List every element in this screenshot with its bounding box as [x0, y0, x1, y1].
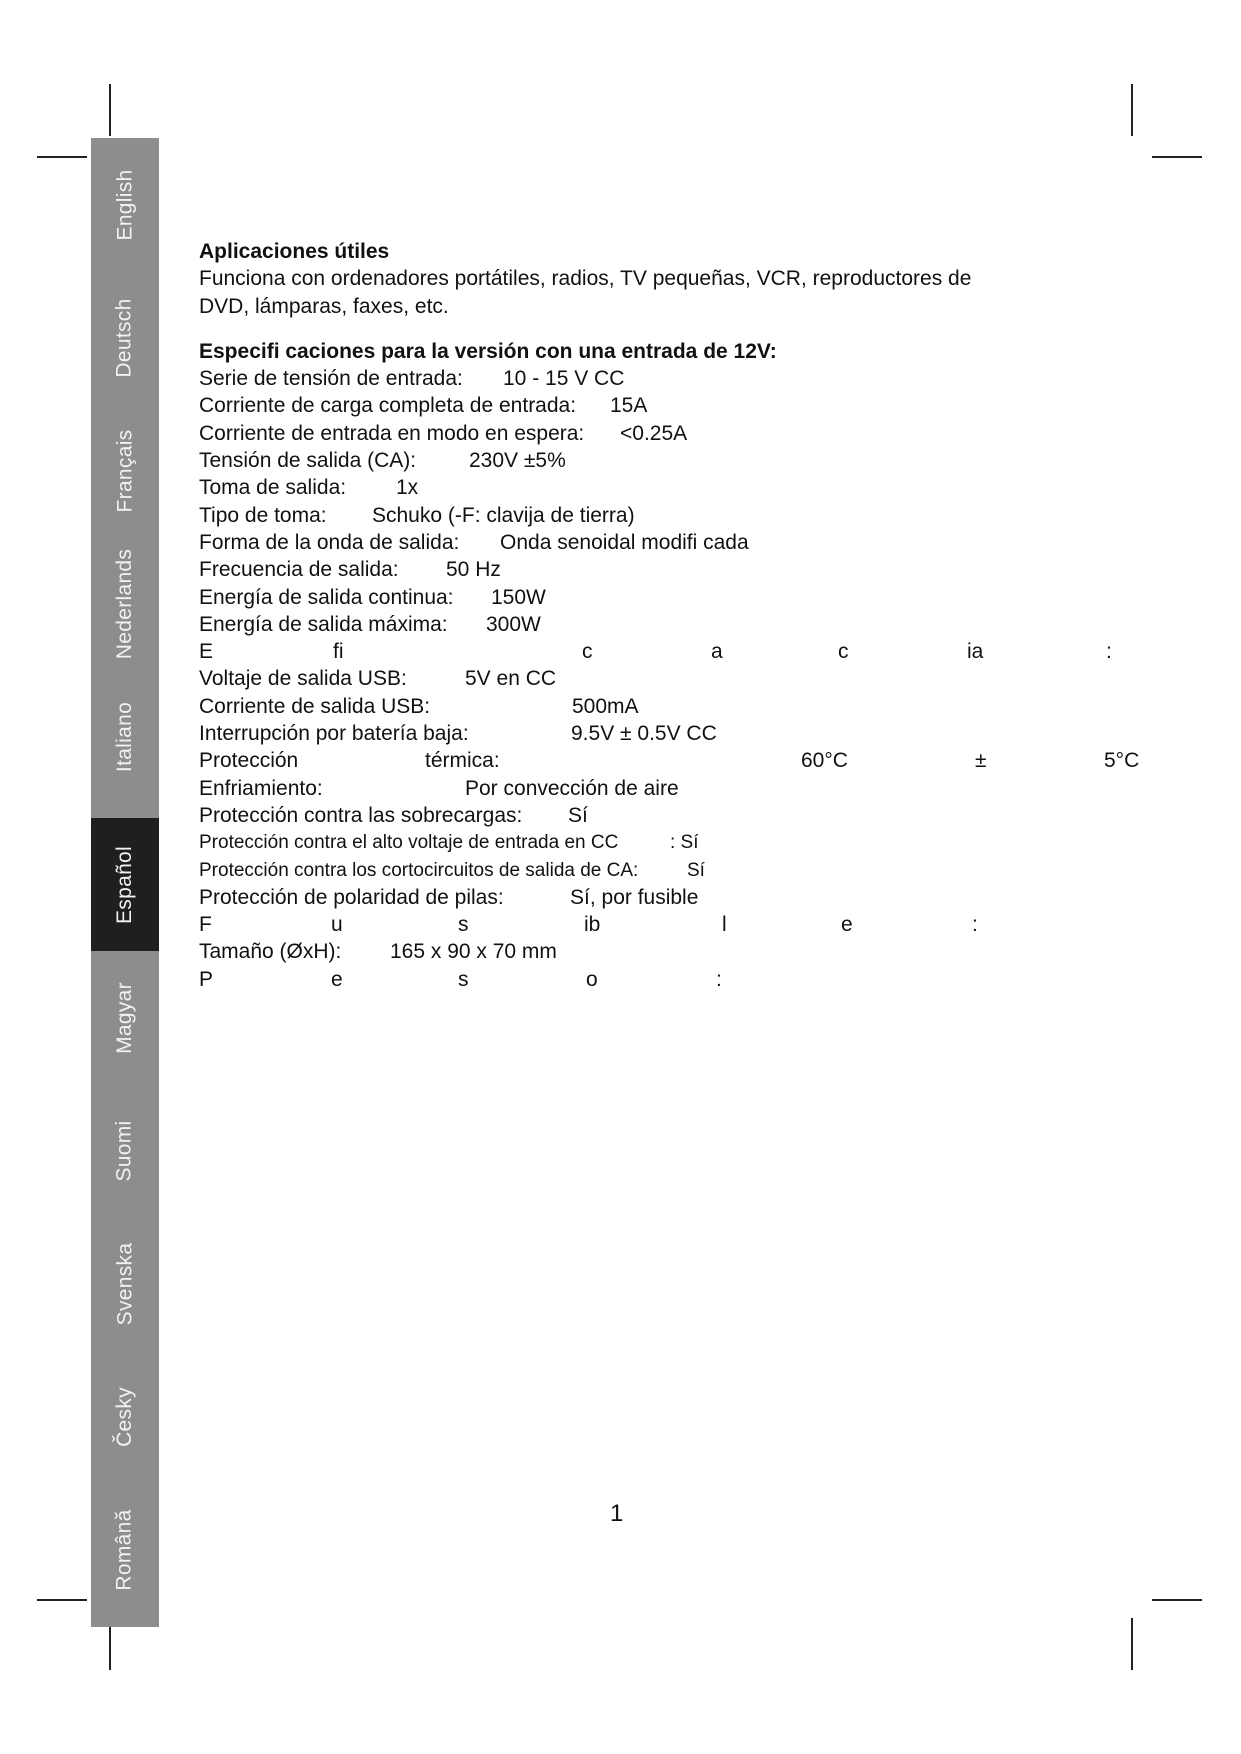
lang-label: Español: [113, 845, 136, 924]
spaced-letter: a: [711, 640, 723, 664]
spec-label: Interrupción por batería baja:: [199, 722, 469, 746]
spec-value: 60°C: [801, 749, 848, 773]
spec-value: : Sí: [670, 832, 699, 854]
crop-mark: [1152, 156, 1202, 158]
crop-mark: [1131, 84, 1133, 136]
lang-tab-svenska[interactable]: [91, 1217, 159, 1350]
section-title-applications: Aplicaciones útiles: [199, 240, 390, 263]
lang-label: Nederlands: [113, 548, 136, 659]
spec-row: [199, 474, 1179, 501]
spec-value: 9.5V ± 0.5V CC: [571, 722, 717, 746]
spec-row: [199, 938, 1179, 965]
spec-label: térmica:: [425, 749, 500, 773]
spec-value: Onda senoidal modifi cada: [500, 530, 749, 554]
spec-row: [199, 775, 1179, 802]
spec-value: 1x: [396, 476, 419, 500]
spec-label: Forma de la onda de salida:: [199, 530, 460, 554]
spec-value: 300W: [486, 612, 541, 636]
spec-label: Protección de polaridad de pilas:: [199, 885, 504, 909]
spec-row: [199, 420, 1179, 447]
crop-mark: [37, 1599, 87, 1601]
spec-label: Enfriamiento:: [199, 776, 323, 800]
spec-value: 150W: [491, 585, 546, 609]
spec-row: [199, 392, 1179, 419]
spec-row: [199, 529, 1179, 556]
document-content: [199, 238, 1179, 993]
lang-tab-francais[interactable]: [91, 404, 159, 537]
spaced-letter: e: [841, 913, 853, 937]
spec-value: <0.25A: [620, 421, 688, 445]
spaced-letter: fi: [333, 640, 344, 664]
lang-tab-nederlands[interactable]: [91, 537, 159, 670]
lang-label: Deutsch: [113, 297, 137, 378]
lang-label: Svenska: [113, 1242, 136, 1325]
crop-mark: [37, 156, 87, 158]
spec-row: [199, 447, 1179, 474]
spec-value: 50 Hz: [446, 558, 501, 582]
spec-value: 5°C: [1104, 749, 1140, 773]
spec-row-fusible: [199, 911, 1159, 938]
applications-line-1: Funciona con ordenadores portátiles, radios, TV pequeñas, VCR, reproductores de: [199, 267, 972, 291]
spec-label: Toma de salida:: [199, 476, 347, 500]
lang-tab-deutsch[interactable]: [91, 271, 159, 404]
spec-row-proteccion-termica: [199, 747, 1159, 774]
spec-label: Energía de salida máxima:: [199, 612, 448, 636]
spec-row: [199, 584, 1179, 611]
spec-value: 5V en CC: [465, 667, 557, 691]
lang-label: Magyar: [113, 981, 137, 1054]
spec-label: Serie de tensión de entrada:: [199, 367, 463, 391]
lang-tab-magyar[interactable]: [91, 951, 159, 1084]
section-title-specs: Especifi caciones para la versión con una entrada de 12V:: [199, 339, 777, 363]
spec-label: Tipo de toma:: [199, 503, 327, 527]
spaced-letter: o: [586, 967, 598, 991]
language-sidebar: [91, 138, 159, 1627]
spec-label: Protección contra los cortocircuitos de salida de CA:: [199, 859, 639, 881]
spaced-letter: :: [716, 967, 722, 991]
spec-label: Tamaño (ØxH):: [199, 940, 342, 964]
spec-value: Sí: [568, 803, 588, 827]
spec-value: 230V ±5%: [469, 449, 566, 473]
spaced-letter: e: [331, 967, 343, 991]
lang-tab-espanol[interactable]: [91, 818, 159, 951]
spec-value: Sí, por fusible: [570, 885, 699, 909]
spec-row: [199, 611, 1179, 638]
spec-value: 500mA: [572, 694, 639, 718]
spec-label: Protección contra el alto voltaje de entrada en CC: [199, 832, 619, 854]
lang-tab-english[interactable]: [91, 138, 159, 271]
spec-row: [199, 884, 1179, 911]
lang-label: Česky: [112, 1386, 136, 1447]
spec-value: Sí: [687, 859, 705, 881]
lang-tab-cesky[interactable]: [91, 1350, 159, 1483]
applications-line-2: DVD, lámparas, faxes, etc.: [199, 294, 449, 318]
lang-tab-italiano[interactable]: [91, 670, 159, 803]
spec-value: Por convección de aire: [465, 776, 679, 800]
spec-label: Corriente de carga completa de entrada:: [199, 394, 577, 418]
spec-label: Protección contra las sobrecargas:: [199, 803, 523, 827]
spec-row: [199, 857, 1179, 884]
lang-label: Italiano: [113, 701, 136, 772]
spaced-letter: P: [199, 967, 214, 991]
spaced-letter: u: [331, 913, 343, 937]
spec-row: [199, 693, 1179, 720]
spec-value: 165 x 90 x 70 mm: [390, 940, 557, 964]
spaced-letter: s: [458, 913, 469, 937]
spec-row: [199, 665, 1179, 692]
spec-row: [199, 802, 1179, 829]
spec-row: [199, 720, 1179, 747]
lang-tab-suomi[interactable]: [91, 1084, 159, 1217]
spaced-letter: c: [582, 640, 593, 664]
spaced-letter: :: [972, 913, 978, 937]
spec-label: Frecuencia de salida:: [199, 558, 399, 582]
page-number: 1: [610, 1500, 624, 1527]
spec-value: 15A: [610, 394, 648, 418]
lang-label: English: [113, 169, 137, 240]
crop-mark: [109, 84, 111, 136]
spaced-letter: l: [722, 913, 727, 937]
spec-row-peso: [199, 966, 1159, 993]
lang-label: Română: [113, 1508, 136, 1591]
spaced-letter: F: [199, 913, 212, 937]
lang-label: Français: [113, 429, 136, 512]
spaced-letter: ia: [967, 640, 984, 664]
spaced-letter: E: [199, 640, 214, 664]
spec-label: Tensión de salida (CA):: [199, 449, 417, 473]
spec-label: Corriente de entrada en modo en espera:: [199, 421, 585, 445]
spec-row: [199, 556, 1179, 583]
spec-value: 10 - 15 V CC: [503, 367, 625, 391]
spec-value: ±: [975, 749, 987, 773]
spaced-letter: :: [1106, 640, 1112, 664]
spec-label: Voltaje de salida USB:: [199, 667, 407, 691]
spaced-letter: s: [458, 967, 469, 991]
spec-label: Protección: [199, 749, 299, 773]
spec-row-eficacia: [199, 638, 1159, 665]
spec-row: [199, 365, 1179, 392]
lang-label: Suomi: [113, 1119, 136, 1182]
crop-mark: [1131, 1618, 1133, 1670]
spec-row: [199, 829, 1179, 856]
spec-label: Corriente de salida USB:: [199, 694, 431, 718]
spec-value: Schuko (-F: clavija de tierra): [372, 503, 635, 527]
spec-label: Energía de salida continua:: [199, 585, 454, 609]
crop-mark: [1152, 1599, 1202, 1601]
lang-tab-romana[interactable]: [91, 1483, 159, 1616]
spaced-letter: ib: [584, 913, 601, 937]
spaced-letter: c: [838, 640, 849, 664]
spec-row: [199, 502, 1179, 529]
